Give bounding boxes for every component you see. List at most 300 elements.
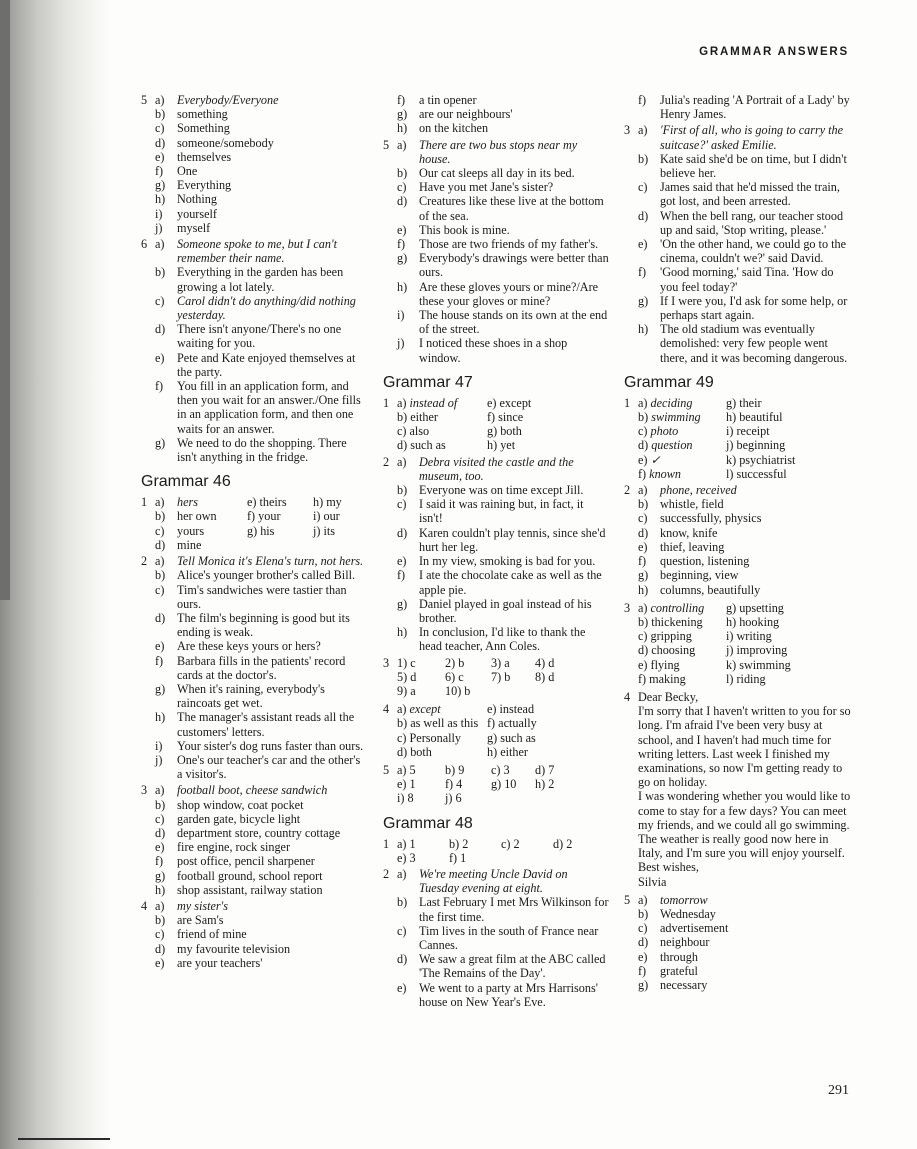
letter-text: Dear Becky, I'm sorry that I haven't written to you for so long. I'm afraid I've been very busy at school, and I haven't had much time for writing letters. Last week I finished my examinations, so now I'm getting ready to go on holiday. I was wondering whether you would like to come to stay for a few days? You can meet my friends, and we could all go swimming. The weather is really good now here in Italy, and I'm sure you will enjoy yourself. Best wishes, Silvia xyxy=(638,689,851,889)
answer-letter: c) xyxy=(638,180,648,195)
g47-q3 xyxy=(383,656,610,699)
answer-letter: h) xyxy=(397,625,408,640)
answer-cell xyxy=(638,424,726,438)
answer-text: Karen couldn't play tennis, since she'd hurt her leg. xyxy=(419,525,606,554)
question-number xyxy=(624,629,638,643)
question-number xyxy=(383,308,397,336)
answer-text: hooking xyxy=(739,614,780,629)
answer-text: either xyxy=(500,744,528,759)
answer-row xyxy=(383,251,610,279)
answer-letter: a) xyxy=(397,395,410,410)
answer-cell: 7) b xyxy=(491,669,511,684)
answer-row xyxy=(624,396,854,410)
question-number xyxy=(141,854,155,868)
answer-text: Daniel played in goal instead of his brother. xyxy=(419,596,592,625)
answer-cell xyxy=(726,453,816,467)
answer-row xyxy=(383,194,610,222)
answer-text: also xyxy=(409,424,430,439)
column-1 xyxy=(141,93,366,970)
answer-row xyxy=(624,410,854,424)
answer-cell: i) 8 xyxy=(397,791,414,806)
answer-cell xyxy=(397,396,487,410)
answer-grid xyxy=(638,424,816,438)
answer-letter: f) xyxy=(397,568,406,583)
answer-grid xyxy=(638,396,816,410)
answer-letter: b) xyxy=(397,716,411,731)
answer-letter: d) xyxy=(638,643,652,658)
question-number xyxy=(624,180,638,208)
answer-text: department store, country cottage xyxy=(177,825,341,840)
answer-cell: g) his xyxy=(247,523,275,538)
answer-text: 'On the other hand, we could go to the cinema, couldn't we?' said David. xyxy=(660,237,846,266)
question-number: 3 xyxy=(624,123,631,138)
g45-q6g: g) We need to do the shopping. There isn't anything in the fridge. xyxy=(155,435,347,465)
answer-grid xyxy=(397,763,575,806)
answer-text: both xyxy=(500,424,522,439)
answer-text: question, listening xyxy=(660,554,750,569)
answer-row xyxy=(383,526,610,554)
answer-letter: g) xyxy=(638,293,649,308)
answer-row xyxy=(141,495,366,509)
answer-letter: g) xyxy=(726,600,740,615)
answer-letter: g) xyxy=(155,681,166,696)
g45-q6f: f) You fill in an application form, and then you wait for an answer./One fills in an application form, and then one waits for an answer. xyxy=(155,379,361,436)
answer-cell xyxy=(487,716,567,730)
answer-text: Our cat sleeps all day in its bed. xyxy=(419,166,575,181)
answer-letter: b) xyxy=(155,797,166,812)
book-binding-shadow xyxy=(0,0,110,1149)
answer-cell xyxy=(726,629,816,643)
answer-row xyxy=(141,654,366,682)
answer-letter: e) xyxy=(155,840,165,855)
answer-cell xyxy=(638,410,726,424)
answer-letter: l) xyxy=(726,466,737,481)
answer-letter: b) xyxy=(397,166,408,181)
answer-text: Tim's sandwiches were tastier than ours. xyxy=(177,582,347,611)
answer-row xyxy=(141,753,366,781)
g47-q5 xyxy=(383,763,610,806)
answer-text: The house stands on its own at the end of the street. xyxy=(419,308,608,337)
answer-text: One xyxy=(177,164,198,179)
answer-cell: f) your xyxy=(247,509,281,524)
question-number xyxy=(141,869,155,883)
question-number xyxy=(624,540,638,554)
g48-q3 xyxy=(624,123,854,364)
answer-letter: b) xyxy=(638,151,649,166)
answer-grid xyxy=(397,410,567,424)
answer-text: Have you met Jane's sister? xyxy=(419,180,554,195)
question-number xyxy=(624,583,638,597)
answer-cell xyxy=(726,615,816,629)
answer-cell xyxy=(397,702,487,716)
answer-letter: d) xyxy=(397,525,408,540)
answer-letter: e) xyxy=(638,949,648,964)
answer-text: gripping xyxy=(650,629,692,644)
answer-cell xyxy=(535,791,575,805)
answer-letter: c) xyxy=(397,497,407,512)
answer-text: Wednesday xyxy=(660,906,716,921)
question-number xyxy=(383,438,397,452)
question-number xyxy=(624,438,638,452)
answer-row xyxy=(383,656,610,699)
answer-cell: 6) c xyxy=(445,669,464,684)
answer-text: my sister's xyxy=(177,898,229,913)
answer-text: When it's raining, everybody's raincoats get wet. xyxy=(177,681,325,711)
answer-text: swimming xyxy=(739,657,791,672)
answer-grid xyxy=(638,629,816,643)
answer-text: The manager's assistant reads all the customers' letters. xyxy=(177,710,355,739)
answer-letter: d) xyxy=(638,208,649,223)
answer-cell xyxy=(638,601,726,615)
answer-row xyxy=(141,826,366,840)
answer-grid xyxy=(177,495,373,509)
answer-text: Personally xyxy=(409,730,461,745)
answer-text: myself xyxy=(177,220,211,235)
answer-text: someone/somebody xyxy=(177,135,274,150)
answer-row xyxy=(383,497,610,525)
question-number xyxy=(141,798,155,812)
answer-text: actually xyxy=(498,716,537,731)
answer-letter: f) xyxy=(638,466,650,481)
answer-letter: b) xyxy=(397,895,408,910)
answer-text: I said it was raining but, in fact, it isn't! xyxy=(419,497,584,526)
g45-q6d: d) There isn't anyone/There's no one waiting for you. xyxy=(155,322,342,351)
answer-row xyxy=(383,924,610,952)
answer-letter: d) xyxy=(397,438,411,453)
bottom-rule xyxy=(18,1138,110,1140)
answer-text: receipt xyxy=(736,424,770,439)
answer-letter: b) xyxy=(155,107,166,122)
answer-cell xyxy=(726,601,816,615)
answer-text: Something xyxy=(177,121,230,136)
answer-text: When the bell rang, our teacher stood up and said, 'Stop writing, please.' xyxy=(660,208,844,237)
answer-row xyxy=(383,308,610,336)
question-number xyxy=(624,643,638,657)
question-number xyxy=(624,526,638,540)
answer-row xyxy=(624,540,854,554)
answer-letter: d) xyxy=(155,610,166,625)
answer-row xyxy=(141,554,366,568)
g46-q5 xyxy=(383,138,610,365)
question-number: 3 xyxy=(141,783,148,798)
answer-row xyxy=(624,424,854,438)
answer-cell: 2) b xyxy=(445,655,465,670)
answer-letter: h) xyxy=(487,744,501,759)
answer-text: One's our teacher's car and the other's a visitor's. xyxy=(177,752,361,782)
answer-text: neighbour xyxy=(660,935,710,950)
answer-letter: g) xyxy=(487,730,501,745)
answer-text: advertisement xyxy=(660,921,729,936)
answer-row xyxy=(624,123,854,151)
question-number xyxy=(383,121,397,135)
answer-letter: g) xyxy=(155,868,166,883)
answer-row xyxy=(624,237,854,265)
answer-text: fire engine, rock singer xyxy=(177,840,291,855)
answer-letter: k) xyxy=(726,657,740,672)
answer-row xyxy=(624,322,854,365)
answer-grid xyxy=(397,716,567,730)
answer-text: except xyxy=(499,395,532,410)
column-3 xyxy=(624,93,854,992)
question-number xyxy=(624,237,638,265)
question-number xyxy=(141,654,155,682)
answer-letter: c) xyxy=(638,511,648,526)
question-number: 1 xyxy=(624,395,631,410)
answer-letter: d) xyxy=(155,135,166,150)
question-number xyxy=(141,739,155,753)
answer-text: Nothing xyxy=(177,192,217,207)
answer-letter: b) xyxy=(397,410,411,425)
answer-row xyxy=(141,899,366,913)
answer-text: since xyxy=(498,410,524,425)
answer-row xyxy=(141,682,366,710)
answer-text: Are these gloves yours or mine?/Are these your gloves or mine? xyxy=(419,279,599,308)
answer-letter: i) xyxy=(726,424,737,439)
answer-cell: 1) c xyxy=(397,655,416,670)
answer-text: friend of mine xyxy=(177,927,247,942)
answer-grid xyxy=(177,524,373,538)
question-number xyxy=(383,280,397,308)
answer-letter: f) xyxy=(397,237,406,252)
answer-text: garden gate, bicycle light xyxy=(177,811,301,826)
answer-text: known xyxy=(649,466,681,481)
answer-row xyxy=(141,178,366,192)
answer-cell xyxy=(638,658,726,672)
answer-letter: f) xyxy=(638,265,647,280)
answer-text: Last February I met Mrs Wilkinson for the first time. xyxy=(419,895,609,924)
answer-row xyxy=(624,511,854,525)
answer-letter: i) xyxy=(397,308,405,323)
g49-q4: 4 Dear Becky, I'm sorry that I haven't written to you for so long. I'm afraid I've been very busy at school, and I haven't had much time for writing letters. Last week I finished my examinations, so now I'm getting ready to go on holiday. I was wondering whether you would like to come to stay for a few days? You can meet my friends, and we could all go swimming. The weather is really good now here in Italy, and I'm sure you will enjoy yourself. Best wishes, Silvia xyxy=(624,690,854,889)
answer-text: flying xyxy=(650,657,680,672)
column-2 xyxy=(383,93,610,1009)
question-number xyxy=(383,166,397,180)
answer-cell xyxy=(397,731,487,745)
answer-text: Tim lives in the south of France near Cannes. xyxy=(419,923,599,952)
answer-text: either xyxy=(410,410,438,425)
question-number: 5 xyxy=(383,762,390,777)
answer-row xyxy=(141,164,366,178)
question-number: 5 xyxy=(383,137,390,152)
answer-letter: f) xyxy=(487,716,499,731)
question-number xyxy=(141,927,155,941)
answer-letter: a) xyxy=(155,898,165,913)
answer-text: upsetting xyxy=(739,600,784,615)
answer-text: their xyxy=(739,395,762,410)
answer-letter: d) xyxy=(638,525,649,540)
question-number xyxy=(141,583,155,611)
answer-row xyxy=(624,568,854,582)
answer-text: beginning xyxy=(736,438,786,453)
answer-letter: b) xyxy=(638,410,652,425)
question-number xyxy=(141,164,155,178)
answer-letter: e) xyxy=(487,395,500,410)
answer-letter: c) xyxy=(155,811,165,826)
answer-letter: f) xyxy=(155,854,164,869)
answer-letter: f) xyxy=(638,93,647,107)
answer-cell xyxy=(491,791,535,805)
answer-row xyxy=(624,294,854,322)
answer-row xyxy=(383,716,610,730)
answer-letter: c) xyxy=(155,523,165,538)
answer-row xyxy=(141,150,366,164)
answer-letter: a) xyxy=(638,123,648,138)
answer-cell: b) 2 xyxy=(449,836,469,851)
answer-row xyxy=(624,209,854,237)
answer-cell xyxy=(491,684,535,698)
question-number xyxy=(141,956,155,970)
grammar-46-heading: Grammar 46 xyxy=(141,473,231,491)
answer-text: football ground, school report xyxy=(177,868,323,883)
answer-cell: 3) a xyxy=(491,655,510,670)
answer-row xyxy=(383,438,610,452)
answer-row xyxy=(624,601,854,615)
answer-cell xyxy=(638,467,726,481)
answer-text: James said that he'd missed the train, got lost, and been arrested. xyxy=(660,180,840,209)
question-number xyxy=(624,209,638,237)
answer-text: whistle, field xyxy=(660,497,724,512)
answer-cell: f) 4 xyxy=(445,777,463,792)
answer-row xyxy=(624,921,854,935)
answer-letter: e) xyxy=(487,702,500,717)
answer-letter: h) xyxy=(155,710,166,725)
question-number xyxy=(141,639,155,653)
answer-text: Everybody's drawings were better than ours. xyxy=(419,251,609,280)
question-number xyxy=(141,710,155,738)
question-number xyxy=(383,497,397,525)
answer-row xyxy=(141,568,366,582)
answer-row xyxy=(383,981,610,1009)
answer-letter: g) xyxy=(487,424,501,439)
g49-q5 xyxy=(624,893,854,992)
question-number xyxy=(141,207,155,221)
answer-row xyxy=(141,956,366,970)
answer-row xyxy=(624,658,854,672)
answer-row xyxy=(383,180,610,194)
answer-letter: h) xyxy=(638,322,649,337)
answer-letter: a) xyxy=(397,702,410,717)
question-number xyxy=(141,840,155,854)
answer-letter: d) xyxy=(638,935,649,950)
answer-text: instead of xyxy=(409,395,458,410)
answer-letter: d) xyxy=(638,438,652,453)
question-number xyxy=(383,597,397,625)
answer-letter: h) xyxy=(726,614,740,629)
question-number xyxy=(383,745,397,759)
answer-cell xyxy=(726,438,816,452)
answer-text: through xyxy=(660,949,698,964)
answer-text: a tin opener xyxy=(419,93,477,107)
answer-row xyxy=(383,121,610,135)
answer-text: Tell Monica it's Elena's turn, not hers. xyxy=(177,554,364,569)
question-number: 2 xyxy=(624,483,631,498)
g46-q2 xyxy=(141,554,366,781)
answer-letter: f) xyxy=(155,653,164,668)
answer-row xyxy=(383,107,610,121)
answer-text: ✓ xyxy=(650,452,661,467)
answer-text: Barbara fills in the patients' record cards at the doctor's. xyxy=(177,653,346,682)
answer-letter: i) xyxy=(155,206,163,221)
answer-text: shop window, coat pocket xyxy=(177,797,304,812)
answer-row xyxy=(624,554,854,568)
question-number xyxy=(141,611,155,639)
answer-row xyxy=(624,483,854,497)
answer-text: necessary xyxy=(660,977,708,992)
question-number: 2 xyxy=(383,866,390,881)
answer-row xyxy=(141,869,366,883)
answer-cell xyxy=(726,424,816,438)
answer-grid xyxy=(638,672,816,686)
answer-row xyxy=(141,93,366,107)
answer-letter: k) xyxy=(726,452,740,467)
answer-cell xyxy=(638,672,726,686)
answer-text: Creatures like these live at the bottom of the sea. xyxy=(419,194,604,223)
question-number: 2 xyxy=(383,454,390,469)
answer-cell xyxy=(397,410,487,424)
answer-grid xyxy=(397,656,575,699)
answer-row xyxy=(383,568,610,596)
answer-text: If I were you, I'd ask for some help, or perhaps start again. xyxy=(660,293,848,323)
answer-cell: 4) d xyxy=(535,655,555,670)
answer-row xyxy=(141,639,366,653)
answer-letter: a) xyxy=(397,866,407,881)
question-number xyxy=(141,538,155,552)
answer-grid xyxy=(397,702,567,716)
answer-row xyxy=(141,783,366,797)
answer-row xyxy=(383,763,610,806)
page-header: GRAMMAR ANSWERS xyxy=(699,46,849,58)
answer-text: writing xyxy=(736,629,772,644)
question-number xyxy=(383,424,397,438)
answer-letter: c) xyxy=(155,582,165,597)
answer-text: Everything xyxy=(177,178,232,193)
answer-letter: b) xyxy=(638,497,649,512)
grammar-48-heading: Grammar 48 xyxy=(383,814,473,832)
answer-letter: h) xyxy=(397,279,408,294)
answer-cell: e) 1 xyxy=(397,777,416,792)
answer-row xyxy=(141,136,366,150)
answer-text: Alice's younger brother's called Bill. xyxy=(177,568,356,583)
answer-letter: a) xyxy=(638,892,648,907)
answer-letter: g) xyxy=(726,395,740,410)
answer-row xyxy=(624,629,854,643)
answer-cell: g) 10 xyxy=(491,777,517,792)
question-number xyxy=(383,237,397,251)
answer-text: Everybody/Everyone xyxy=(177,93,279,107)
answer-cell xyxy=(487,702,567,716)
answer-grid xyxy=(638,643,816,657)
answer-cell: h) 2 xyxy=(535,777,555,792)
answer-letter: i) xyxy=(726,629,737,644)
answer-letter: c) xyxy=(638,921,648,936)
answer-letter: f) xyxy=(638,963,647,978)
answer-text: Julia's reading 'A Portrait of a Lady' by Henry James. xyxy=(660,93,850,122)
answer-text: both xyxy=(410,744,432,759)
answer-letter: b) xyxy=(638,614,652,629)
answer-text: improving xyxy=(736,643,788,658)
answer-text: This book is mine. xyxy=(419,222,510,237)
answer-cell: a) 1 xyxy=(397,836,416,851)
answer-text: yet xyxy=(500,438,516,453)
answer-text: Are these keys yours or hers? xyxy=(177,639,321,654)
answer-row xyxy=(383,424,610,438)
grammar-49-heading: Grammar 49 xyxy=(624,373,714,391)
question-number: 2 xyxy=(141,554,148,569)
question-number xyxy=(141,150,155,164)
question-number xyxy=(624,497,638,511)
answer-row xyxy=(624,615,854,629)
question-number xyxy=(141,682,155,710)
